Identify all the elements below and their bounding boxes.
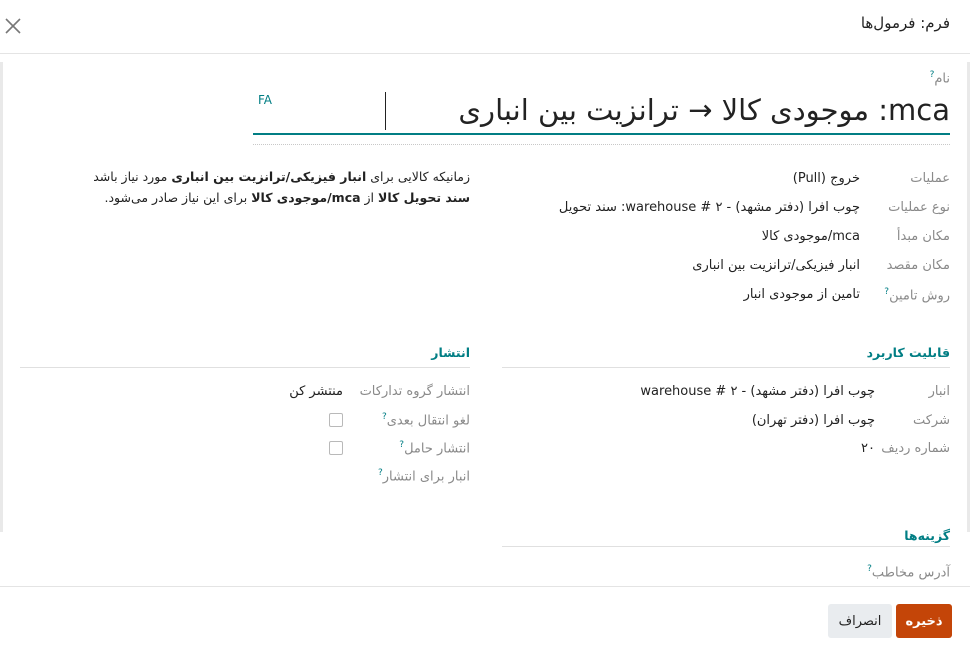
contact-address-help-icon[interactable]: ? [867,564,872,574]
dotted-divider [253,144,950,145]
name-input[interactable] [390,88,950,132]
company-value[interactable]: چوب افرا (دفتر تهران) [751,413,875,428]
language-toggle[interactable]: FA [258,93,273,107]
name-label: نام? [929,70,950,87]
options-section-title: گزینه‌ها [904,528,950,543]
applicability-divider [502,367,950,368]
cancel-next-move-help-icon[interactable]: ? [381,412,387,422]
rule-description: زمانیکه کالایی برای انبار فیزیکی/ترانزیت بین انباری مورد نیاز باشد سند تحویل کالا از mca/موجودی کالا برای این نیاز صادر می‌شود. [93,169,470,205]
supply-method-help-icon[interactable]: ? [884,287,890,297]
scrollbar-left [0,62,3,532]
propagation-divider [20,367,470,368]
options-divider [502,546,950,547]
warehouse-to-propagate-help-icon[interactable]: ? [377,468,383,478]
procurement-group-label: انتشار گروه تدارکات [359,384,470,399]
discard-button[interactable]: انصراف [828,604,892,638]
operation-type-label: نوع عملیات [888,200,950,215]
contact-address-label: آدرس مخاطب? [867,564,950,581]
operation-label: عملیات [910,171,950,186]
operation-value[interactable]: خروج (Pull) [792,171,860,186]
procurement-group-value[interactable]: منتشر کن [289,384,343,399]
supply-method-value[interactable]: تامین از موجودی انبار [743,287,860,302]
warehouse-to-propagate-label: انبار برای انتشار? [377,468,470,485]
cancel-next-move-checkbox[interactable] [329,413,343,427]
propagate-carrier-checkbox[interactable] [329,441,343,455]
destination-location-value[interactable]: انبار فیزیکی/ترانزیت بین انباری [692,258,860,273]
name-input-wrapper [253,86,950,135]
save-button[interactable]: ذخیره [896,604,952,638]
source-location-label: مکان مبدأ [896,229,950,244]
company-label: شرکت [912,413,950,428]
applicability-section-title: قابلیت کاربرد [866,345,950,360]
operation-type-value[interactable]: چوب افرا (دفتر مشهد) - ۲ # warehouse: سند تحویل [558,200,860,215]
supply-method-label: روش تامین? [884,287,950,304]
name-help-icon[interactable]: ? [929,70,935,80]
warehouse-label: انبار [928,384,950,399]
dialog-footer [0,586,970,650]
warehouse-value[interactable]: چوب افرا (دفتر مشهد) - ۲ # warehouse [640,384,875,399]
destination-location-label: مکان مقصد [886,258,950,273]
source-location-value[interactable]: mca/موجودی کالا [761,229,860,244]
propagation-section-title: انتشار [431,345,470,360]
sequence-label: شماره ردیف [881,441,950,456]
dialog-body [0,54,970,586]
dialog-header [0,0,970,54]
close-icon[interactable] [4,14,22,36]
propagate-carrier-help-icon[interactable]: ? [399,440,405,450]
sequence-value[interactable]: ۲۰ [861,441,875,456]
text-caret [385,92,386,130]
cancel-next-move-label: لغو انتقال بعدی? [381,412,470,429]
dialog-title: فرم: فرمول‌ها [860,14,950,32]
propagate-carrier-label: انتشار حامل? [399,440,470,457]
